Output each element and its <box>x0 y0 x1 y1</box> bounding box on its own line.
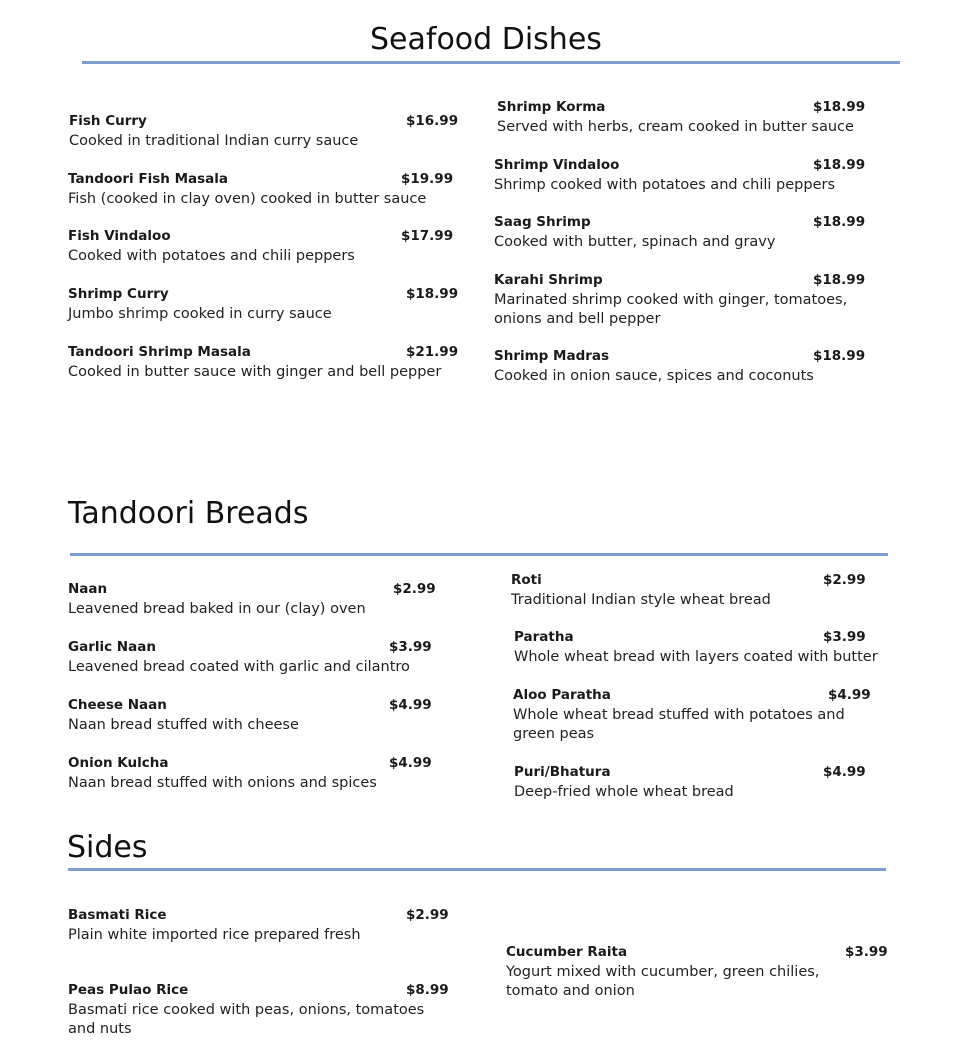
item-name: Garlic Naan <box>68 639 156 655</box>
item-description: Traditional Indian style wheat bread <box>511 592 771 608</box>
item-name: Saag Shrimp <box>494 214 591 230</box>
item-price: $3.99 <box>389 639 432 655</box>
section-title-sides: Sides <box>67 830 148 865</box>
item-price: $4.99 <box>389 755 432 771</box>
item-description: Basmati rice cooked with peas, onions, tomatoes and nuts <box>68 1002 425 1037</box>
item-name: Karahi Shrimp <box>494 272 603 288</box>
item-description: Whole wheat bread stuffed with potatoes and green peas <box>513 707 845 742</box>
item-price: $18.99 <box>813 99 866 115</box>
item-description: Whole wheat bread with layers coated with butter <box>514 649 878 665</box>
item-name: Roti <box>511 572 542 588</box>
item-description: Shrimp cooked with potatoes and chili peppers <box>494 177 836 193</box>
item-description: Marinated shrimp cooked with ginger, tomatoes, onions and bell pepper <box>494 292 848 327</box>
item-price: $2.99 <box>393 581 436 597</box>
item-description: Cooked in onion sauce, spices and coconuts <box>494 368 814 384</box>
item-name: Puri/Bhatura <box>514 764 611 780</box>
item-name: Shrimp Vindaloo <box>494 157 620 173</box>
item-description: Cooked in butter sauce with ginger and bell pepper <box>68 364 442 380</box>
section-divider-breads <box>70 553 888 556</box>
item-name: Shrimp Madras <box>494 348 610 364</box>
item-price: $21.99 <box>406 344 459 360</box>
item-description: Plain white imported rice prepared fresh <box>68 927 361 943</box>
item-price: $4.99 <box>823 764 866 780</box>
section-title-seafood: Seafood Dishes <box>370 22 602 57</box>
item-description: Naan bread stuffed with cheese <box>68 717 299 733</box>
item-description: Cooked with potatoes and chili peppers <box>68 248 355 264</box>
item-description: Leavened bread coated with garlic and cilantro <box>68 659 410 675</box>
item-price: $4.99 <box>828 687 871 703</box>
item-name: Fish Vindaloo <box>68 228 171 244</box>
item-name: Aloo Paratha <box>513 687 611 703</box>
item-price: $18.99 <box>813 157 866 173</box>
item-price: $16.99 <box>406 113 459 129</box>
item-description: Leavened bread baked in our (clay) oven <box>68 601 366 617</box>
item-name: Tandoori Shrimp Masala <box>68 344 251 360</box>
item-name: Tandoori Fish Masala <box>68 171 229 187</box>
item-price: $18.99 <box>813 348 866 364</box>
item-description: Cooked with butter, spinach and gravy <box>494 234 776 250</box>
section-divider-sides <box>68 868 886 871</box>
item-price: $19.99 <box>401 171 454 187</box>
item-price: $4.99 <box>389 697 432 713</box>
item-name: Naan <box>68 581 108 597</box>
item-description: Deep-fried whole wheat bread <box>514 784 734 800</box>
item-price: $17.99 <box>401 228 454 244</box>
item-description: Served with herbs, cream cooked in butter sauce <box>497 119 854 135</box>
item-description: Yogurt mixed with cucumber, green chilies, tomato and onion <box>506 964 820 999</box>
item-price: $18.99 <box>406 286 459 302</box>
item-name: Cucumber Raita <box>506 944 628 960</box>
item-name: Basmati Rice <box>68 907 167 923</box>
item-name: Peas Pulao Rice <box>68 982 189 998</box>
item-price: $18.99 <box>813 214 866 230</box>
item-price: $2.99 <box>823 572 866 588</box>
item-description: Fish (cooked in clay oven) cooked in butter sauce <box>68 191 427 207</box>
item-description: Jumbo shrimp cooked in curry sauce <box>68 306 332 322</box>
item-name: Shrimp Curry <box>68 286 169 302</box>
item-name: Onion Kulcha <box>68 755 169 771</box>
item-name: Fish Curry <box>69 113 147 129</box>
section-divider-seafood <box>82 61 900 64</box>
item-price: $3.99 <box>845 944 888 960</box>
item-description: Naan bread stuffed with onions and spices <box>68 775 377 791</box>
item-price: $2.99 <box>406 907 449 923</box>
item-name: Cheese Naan <box>68 697 167 713</box>
item-price: $8.99 <box>406 982 449 998</box>
item-price: $3.99 <box>823 629 866 645</box>
item-name: Shrimp Korma <box>497 99 606 115</box>
item-description: Cooked in traditional Indian curry sauce <box>69 133 359 149</box>
item-price: $18.99 <box>813 272 866 288</box>
item-name: Paratha <box>514 629 574 645</box>
section-title-breads: Tandoori Breads <box>68 496 309 531</box>
